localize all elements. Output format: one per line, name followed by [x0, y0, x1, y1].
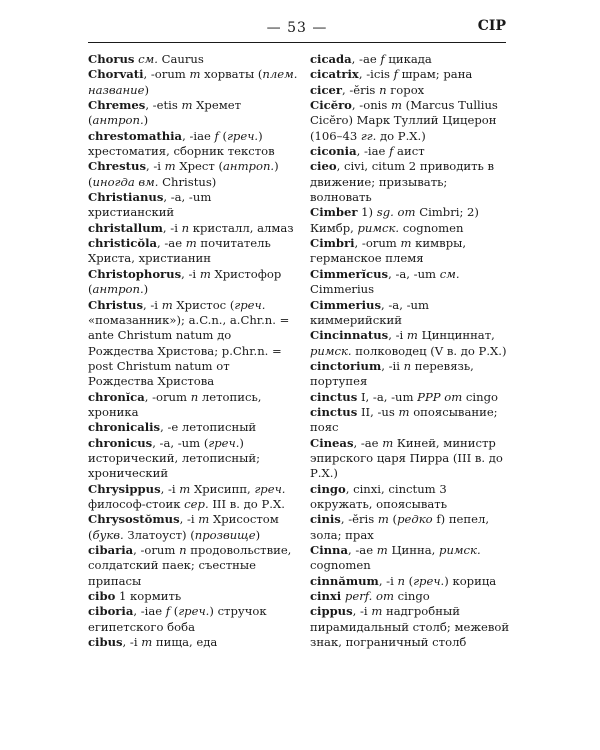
headword: cinctus — [310, 404, 358, 419]
grammar-label: m — [181, 98, 193, 113]
definition-text: I, -a, -um — [357, 389, 418, 404]
definition-text: ( — [170, 604, 179, 619]
definition-text: ( — [388, 512, 398, 527]
grammar-label: плем. название — [88, 67, 298, 97]
definition-text: перевязь, портупея — [310, 358, 474, 389]
dictionary-entry — [310, 67, 510, 82]
grammar-label: m — [406, 328, 418, 343]
grammar-label: m — [377, 512, 389, 527]
definition-text: Хремет ( — [88, 98, 241, 128]
headword: ciboria — [88, 604, 134, 619]
definition-text: , -i — [179, 512, 199, 527]
dictionary-entry — [88, 129, 298, 160]
grammar-label: n — [181, 220, 190, 235]
definition-text: 1 кормить — [115, 589, 182, 604]
grammar-label: m — [371, 604, 383, 619]
headword: cingo — [310, 481, 346, 496]
definition-text: (Marcus Tullius Cicĕro) Марк Туллий Цицерон (106–43 — [310, 98, 498, 143]
grammar-label: греч. — [234, 297, 266, 312]
grammar-label: антроп. — [223, 159, 275, 174]
grammar-label: греч. — [413, 573, 445, 588]
definition-text: ) хрестоматия, сборник текстов — [88, 128, 275, 159]
definition-text: полководец (V в. до Р.Х.) — [351, 343, 507, 358]
definition-text: II, -us — [357, 404, 399, 419]
headword: christallum — [88, 220, 163, 235]
grammar-label: греч. — [227, 128, 259, 143]
grammar-label: f — [380, 52, 385, 66]
definition-text: продовольствие, солдатский паек; съестные припасы — [88, 543, 292, 588]
grammar-label: f — [214, 128, 219, 143]
grammar-label: m — [199, 266, 211, 281]
headword: Cineas — [310, 435, 354, 450]
dictionary-entry — [310, 574, 510, 589]
definition-text: до Р.Х.) — [376, 128, 426, 143]
grammar-label: n — [379, 82, 387, 97]
page-header — [88, 18, 506, 44]
dictionary-entry — [88, 236, 298, 267]
definition-text: ) — [255, 527, 261, 542]
definition-text: летопись, хроника — [88, 389, 262, 419]
definition-text: почитатель Христа, христианин — [88, 236, 271, 266]
dictionary-entry — [310, 298, 510, 329]
grammar-label: m — [382, 435, 394, 450]
grammar-label: греч. — [254, 481, 286, 496]
definition-text: , -orum — [144, 389, 191, 404]
definition-text: f) пепел, зола; прах — [310, 512, 490, 542]
definition-text: ) — [144, 82, 150, 97]
headword: cippus — [310, 604, 353, 619]
dictionary-entry — [310, 482, 510, 513]
definition-text: Хрисипп, — [190, 481, 255, 496]
definition-text: 1) — [357, 205, 377, 220]
definition-text: Хрест ( — [175, 159, 224, 174]
grammar-label: PPP — [417, 389, 441, 404]
grammar-label: m — [376, 543, 388, 557]
definition-text: , -i — [122, 635, 142, 650]
grammar-label: m — [400, 236, 412, 251]
headword: cibus — [88, 635, 123, 650]
definition-text: cognomen — [310, 558, 371, 573]
headword: cibaria — [88, 543, 134, 557]
definition-text: кристалл, алмаз — [189, 220, 294, 235]
definition-text: , cinxi, cinctum 3 окружать, опоясывать — [310, 481, 448, 511]
headword: Chrysostŏmus — [88, 512, 180, 527]
dictionary-entry — [88, 390, 298, 421]
definition-text: , -i — [378, 573, 398, 588]
definition-text: ) корица — [444, 573, 497, 588]
grammar-label: римск. — [310, 343, 352, 358]
definition-text: Киней, министр эпирского царя Пирра (III в. до Р.Х.) — [310, 435, 503, 481]
grammar-label: сер. — [184, 496, 209, 511]
definition-text: , -a, -um — [388, 266, 440, 281]
definition-text: , -etis — [145, 98, 182, 113]
definition-text: III в. до Р.Х. — [208, 496, 285, 511]
definition-text: , -orum — [354, 236, 401, 251]
headword: cicer — [310, 82, 343, 97]
definition-text: , -a, -um ( — [152, 435, 209, 450]
headword: chronicus — [88, 435, 153, 450]
definition-text: , -i — [352, 604, 372, 619]
section-label: CIP — [477, 18, 506, 34]
definition-text: , -ae — [351, 52, 381, 66]
dictionary-entry — [88, 436, 298, 482]
grammar-label: m — [391, 98, 402, 113]
definition-text: , -e летописный — [160, 420, 257, 435]
definition-text: опоясывание; пояс — [310, 404, 498, 435]
dictionary-entry — [88, 604, 298, 635]
header-rule — [88, 42, 506, 43]
dictionary-entry — [88, 420, 298, 435]
definition-text: философ-стоик — [88, 496, 185, 511]
definition-text: ( — [404, 573, 414, 588]
dictionary-entry — [310, 512, 510, 543]
headword: cinctorium — [310, 358, 382, 373]
right-column — [310, 52, 510, 650]
grammar-label: иногда вм. — [92, 174, 159, 189]
grammar-label: от — [444, 389, 463, 404]
definition-text: , -i — [143, 297, 162, 312]
definition-text: Cimmerius — [310, 282, 375, 297]
headword: christicŏla — [88, 236, 157, 251]
definition-text: , -ae — [157, 236, 186, 251]
dictionary-entry — [310, 52, 510, 67]
dictionary-entry — [88, 159, 298, 190]
dictionary-entry — [88, 589, 298, 604]
definition-text: , -ii — [381, 358, 404, 373]
grammar-label: m — [141, 635, 153, 650]
definition-text: шрам; рана — [397, 67, 473, 82]
definition-text: ( — [218, 128, 228, 143]
grammar-label: m — [189, 67, 201, 82]
dictionary-entry — [88, 67, 298, 98]
headword: Chrysippus — [88, 481, 161, 496]
headword: Cimber — [310, 205, 358, 220]
definition-text: хорваты ( — [200, 67, 263, 82]
grammar-label: оп. — [125, 113, 144, 128]
dictionary-entry — [310, 543, 510, 574]
headword: cicatrix — [310, 67, 359, 82]
dictionary-entry — [310, 144, 510, 159]
headword: Cincinnatus — [310, 328, 389, 343]
definition-text: , -i — [162, 220, 182, 235]
definition-text: , -ae — [353, 435, 383, 450]
dictionary-entry — [310, 436, 510, 482]
headword: chronĭca — [88, 389, 145, 404]
definition-text: Цинна, — [387, 543, 440, 557]
dictionary-entry — [310, 236, 510, 267]
left-column — [88, 52, 298, 650]
definition-text: «помазанник»); a.C.n., a.Chr.n. = ante Christum natum до Рождества Христова; p.Chr.n. = post Christum natum от Рождества Христова — [88, 312, 290, 389]
definition-text: , -ĕris — [342, 82, 380, 97]
dictionary-entry — [88, 52, 298, 67]
grammar-label: греч. — [178, 604, 210, 619]
definition-text: Christus) — [158, 174, 217, 189]
definition-text: cingo — [462, 389, 499, 404]
definition-text: аист — [393, 144, 425, 159]
headword: cinctus — [310, 389, 358, 404]
definition-text: , -ĕris — [340, 512, 378, 527]
grammar-label: от — [397, 205, 416, 220]
grammar-label: гг. — [360, 128, 377, 143]
grammar-label: m — [161, 297, 173, 312]
grammar-label: прозвище — [194, 527, 256, 542]
dictionary-entry — [88, 543, 298, 589]
definition-text: ) — [143, 113, 149, 128]
definition-text: , -i — [388, 328, 407, 343]
dictionary-entry — [88, 190, 298, 221]
dictionary-entry — [310, 328, 510, 359]
definition-text: Христофор ( — [88, 266, 282, 297]
headword: ciconia — [310, 144, 357, 159]
dictionary-entry — [310, 83, 510, 98]
definition-text: пища, еда — [152, 635, 218, 650]
grammar-label: perf. — [344, 589, 373, 604]
dictionary-entry — [310, 390, 510, 405]
definition-text: , -a, -um киммерийский — [310, 297, 429, 327]
grammar-label: f — [393, 67, 398, 82]
definition-text: , -i — [160, 481, 180, 496]
definition-text: , -orum — [133, 543, 180, 557]
definition-text: ) — [143, 282, 149, 297]
definition-text: надгробный пирамидальный столб; межевой знак, пограничный столб — [310, 604, 510, 650]
grammar-label: редко — [397, 512, 433, 527]
grammar-label: m — [179, 481, 191, 496]
dictionary-entry — [310, 405, 510, 436]
definition-text: cognomen — [399, 220, 464, 235]
definition-text: , civi, citum 2 приводить в движение; призывать; волновать — [310, 159, 495, 205]
dictionary-entry — [310, 159, 510, 205]
definition-text: цикада — [384, 52, 432, 66]
grammar-label: n — [190, 389, 199, 404]
headword: cieo — [310, 159, 337, 174]
grammar-label: греч. — [208, 435, 240, 450]
definition-text: cingo — [393, 589, 430, 604]
grammar-label: m — [185, 236, 197, 251]
definition-text: , -ae — [348, 543, 377, 557]
dictionary-entry — [310, 604, 510, 650]
dictionary-entry — [88, 98, 298, 129]
grammar-label: n — [179, 543, 187, 557]
grammar-label: см. — [138, 52, 158, 66]
grammar-label: антр — [92, 113, 126, 128]
definition-text: кимвры, германское племя — [310, 236, 467, 266]
grammar-label: m — [164, 159, 176, 174]
grammar-label: m — [398, 404, 410, 419]
definition-text: , -iae — [182, 128, 215, 143]
dictionary-entry — [88, 267, 298, 298]
definition-text: ) стручок египетского боба — [88, 604, 267, 634]
definition-text: , -iae — [356, 144, 390, 159]
grammar-label: букв. — [92, 527, 124, 542]
grammar-label: римск. — [357, 220, 400, 235]
headword: Chrestus — [88, 159, 146, 174]
dictionary-entry — [88, 512, 298, 543]
grammar-label: антроп. — [92, 282, 144, 297]
headword: cibo — [88, 589, 116, 604]
dictionary-entry — [310, 98, 510, 144]
grammar-label: f — [389, 144, 394, 159]
headword: Cinna — [310, 543, 349, 557]
grammar-label: n — [397, 573, 405, 588]
headword: Cimmerĭcus — [310, 266, 389, 281]
grammar-label: римск. — [439, 543, 481, 557]
headword: cinnămum — [310, 573, 379, 588]
headword: cinis — [310, 512, 341, 527]
definition-text: Cimbri; 2) Кимбр, — [310, 205, 479, 235]
page-number: — 53 — — [266, 20, 328, 36]
dictionary-entry — [310, 589, 510, 604]
headword: Chorvati — [88, 67, 144, 82]
headword: cicada — [310, 52, 352, 66]
definition-text: , -icis — [358, 67, 394, 82]
headword: Christophorus — [88, 266, 182, 281]
grammar-label: см. — [439, 266, 460, 281]
headword: Christus — [88, 297, 144, 312]
headword: chrestomathia — [88, 128, 183, 143]
grammar-label: от — [375, 589, 394, 604]
definition-text: , -iae — [133, 604, 166, 619]
headword: Cimmerius — [310, 297, 382, 312]
grammar-label: f — [165, 604, 171, 619]
definition-text: Златоуст) ( — [123, 527, 195, 542]
headword: Chremes — [88, 98, 146, 113]
definition-text: Хрисостом ( — [88, 512, 279, 542]
definition-text: , -orum — [143, 67, 190, 82]
definition-text: горох — [386, 82, 425, 97]
definition-text: ) исторический, летописный; хронический — [88, 435, 261, 481]
dictionary-entry — [310, 205, 510, 236]
grammar-label: sg. — [376, 205, 394, 220]
dictionary-entry — [88, 298, 298, 390]
headword: Chorus — [88, 52, 135, 66]
dictionary-entry — [88, 482, 298, 513]
dictionary-entry — [310, 359, 510, 390]
grammar-label: m — [198, 512, 210, 527]
definition-text: , -onis — [351, 98, 391, 113]
definition-text: Христос ( — [172, 297, 235, 312]
headword: chronicalis — [88, 420, 161, 435]
dictionary-entry — [310, 267, 510, 298]
dictionary-entry — [88, 635, 298, 650]
definition-text: Цинциннат, — [417, 328, 495, 343]
headword: Cicĕro — [310, 98, 352, 113]
headword: cinxi — [310, 589, 342, 604]
headword: Christianus — [88, 190, 164, 205]
dictionary-entry — [88, 221, 298, 236]
definition-text: , -a, -um христианский — [88, 190, 212, 220]
definition-text: , -i — [181, 266, 200, 281]
definition-text: ) ( — [88, 159, 279, 189]
definition-text: Caurus — [157, 52, 204, 66]
grammar-label: n — [403, 358, 412, 373]
definition-text: , -i — [145, 159, 165, 174]
headword: Cimbri — [310, 236, 355, 251]
